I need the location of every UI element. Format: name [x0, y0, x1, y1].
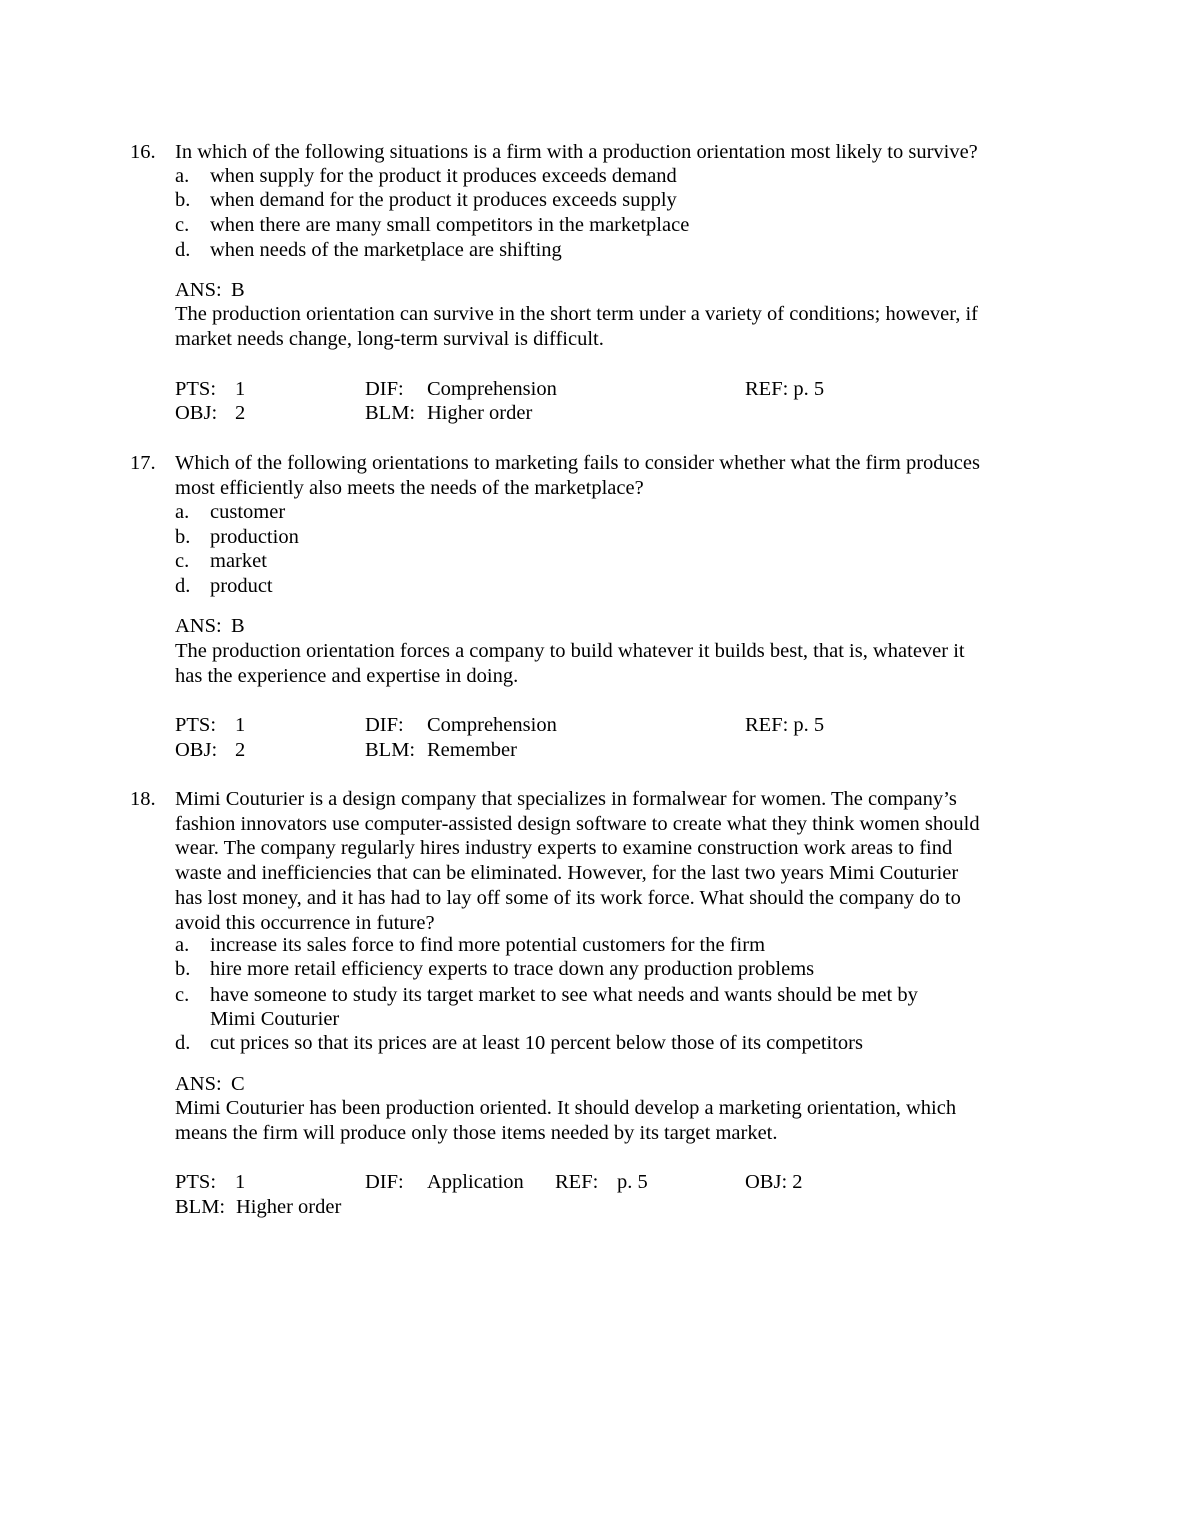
explanation-line: market needs change, long-term survival is difficult. [175, 328, 604, 350]
blm-label: BLM: [175, 1196, 226, 1218]
blm-value: Higher order [427, 402, 533, 424]
dif-value: Application [427, 1171, 524, 1193]
explanation-line: The production orientation can survive in the short term under a variety of conditions; however, if [175, 303, 979, 325]
obj-label: OBJ: [175, 402, 218, 424]
answer-label: ANS: [175, 279, 222, 301]
question-stem [175, 451, 1025, 499]
stem-line: waste and inefficiencies that can be eliminated. However, for the last two years Mimi Couturier [175, 862, 959, 885]
dif-label: DIF: [365, 1171, 404, 1193]
option-letter: a. [175, 934, 190, 956]
stem-line: Which of the following orientations to marketing fails to consider whether what the firm produces [175, 452, 980, 474]
stem-line: most efficiently also meets the needs of the marketplace? [175, 476, 644, 499]
explanation-line: has the experience and expertise in doing. [175, 665, 519, 687]
option-text: customer [210, 501, 286, 523]
explanation [175, 1096, 957, 1144]
option-text: when there are many small competitors in the marketplace [210, 214, 690, 236]
dif-value: Comprehension [427, 714, 557, 736]
option-letter: d. [175, 239, 191, 261]
pts-value: 1 [235, 378, 246, 400]
obj-value: 2 [235, 402, 246, 424]
explanation-line: means the firm will produce only those items needed by its target market. [175, 1122, 778, 1144]
stem-line: wear. The company regularly hires industry experts to examine construction work areas to find [175, 837, 953, 860]
option-text: when needs of the marketplace are shifting [210, 239, 562, 261]
stem-line: fashion innovators use computer-assisted design software to create what they think women should [175, 812, 980, 835]
option-text-continued: Mimi Couturier [210, 1008, 340, 1030]
option-letter: c. [175, 550, 190, 572]
ref-value: REF: p. 5 [745, 714, 825, 736]
option-letter: c. [175, 984, 190, 1006]
explanation-line: Mimi Couturier has been production oriented. It should develop a marketing orientation, which [175, 1097, 957, 1119]
question-stem [175, 140, 1025, 165]
obj-label: OBJ: [175, 739, 218, 761]
answer-label: ANS: [175, 615, 222, 637]
option-letter: a. [175, 165, 190, 187]
blm-value: Remember [427, 739, 517, 761]
stem-line: avoid this occurrence in future? [175, 911, 435, 934]
option-letter: a. [175, 501, 190, 523]
option-letter: b. [175, 189, 191, 211]
option-text: hire more retail efficiency experts to trace down any production problems [210, 958, 815, 980]
option-text: increase its sales force to find more potential customers for the firm [210, 934, 766, 956]
blm-label: BLM: [365, 739, 416, 761]
answer-label: ANS: [175, 1073, 222, 1095]
answer-value: B [231, 615, 245, 637]
option-letter: d. [175, 1032, 191, 1054]
ref-value: REF: p. 5 [745, 378, 825, 400]
pts-value: 1 [235, 1171, 246, 1193]
pts-label: PTS: [175, 378, 217, 400]
pts-label: PTS: [175, 1171, 217, 1193]
option-text: when demand for the product it produces exceeds supply [210, 189, 677, 211]
explanation-line: The production orientation forces a company to build whatever it builds best, that is, whatever it [175, 640, 965, 662]
question-stem [175, 787, 1025, 934]
option-text: cut prices so that its prices are at least 10 percent below those of its competitors [210, 1032, 863, 1054]
ref-label: REF: [555, 1171, 599, 1193]
question-number: 17. [130, 452, 156, 474]
answer-value: C [231, 1073, 245, 1095]
option-letter: b. [175, 958, 191, 980]
option-text: market [210, 550, 267, 572]
answer-value: B [231, 279, 245, 301]
stem-line: In which of the following situations is a firm with a production orientation most likely to survive? [175, 141, 978, 163]
option-text: have someone to study its target market to see what needs and wants should be met by [210, 984, 918, 1006]
dif-value: Comprehension [427, 378, 557, 400]
obj-value: OBJ: 2 [745, 1171, 803, 1193]
explanation [175, 639, 965, 687]
dif-label: DIF: [365, 714, 404, 736]
option-letter: c. [175, 214, 190, 236]
pts-value: 1 [235, 714, 246, 736]
option-text: when supply for the product it produces exceeds demand [210, 165, 677, 187]
question-number: 16. [130, 141, 156, 163]
option-text: production [210, 526, 299, 548]
option-text: product [210, 575, 273, 597]
option-letter: d. [175, 575, 191, 597]
option-letter: b. [175, 526, 191, 548]
question-number: 18. [130, 788, 156, 810]
explanation [175, 302, 979, 350]
dif-label: DIF: [365, 378, 404, 400]
stem-line: has lost money, and it has had to lay off some of its work force. What should the company do to [175, 886, 961, 909]
blm-value: Higher order [236, 1196, 342, 1218]
stem-line: Mimi Couturier is a design company that specializes in formalwear for women. The company’s [175, 788, 957, 810]
blm-label: BLM: [365, 402, 416, 424]
ref-value: p. 5 [617, 1171, 648, 1193]
pts-label: PTS: [175, 714, 217, 736]
obj-value: 2 [235, 739, 246, 761]
